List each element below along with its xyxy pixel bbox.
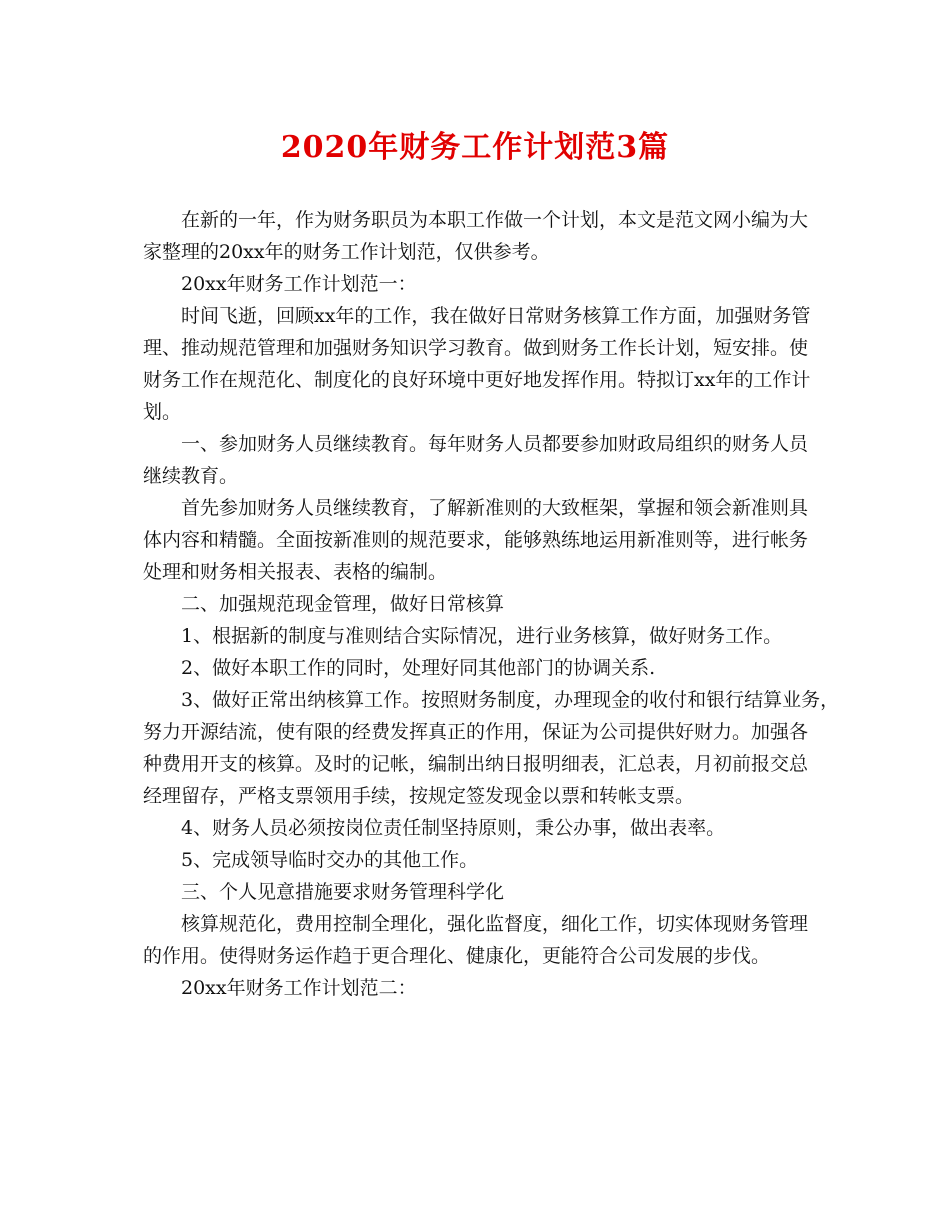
paragraph [143,204,808,268]
paragraph-line: 1、根据新的制度与准则结合实际情况，进行业务核算，做好财务工作。 [181,625,783,647]
document-body [143,204,840,1004]
paragraph-line: 二、加强规范现金管理，做好日常核算 [181,593,505,615]
paragraph [143,876,808,908]
paragraph-line: 首先参加财务人员继续教育，了解新准则的大致框架，掌握和领会新准则具 [181,497,809,519]
paragraph [143,620,808,652]
paragraph-line: 2、做好本职工作的同时，处理好同其他部门的协调关系. [181,657,656,679]
paragraph [143,268,808,300]
paragraph [143,972,808,1004]
paragraph-line: 划。 [143,401,182,423]
document-title: 2020年财务工作计划范3篇 [280,130,670,165]
paragraph [143,652,808,684]
paragraph [143,684,840,812]
paragraph-line: 3、做好正常出纳核算工作。按照财务制度，办理现金的收付和银行结算业务， [181,689,840,711]
paragraph-line: 4、财务人员必须按岗位责任制坚持原则，秉公办事，做出表率。 [181,817,726,839]
paragraph [143,300,811,428]
paragraph [143,588,808,620]
paragraph-line: 努力开源结流，使有限的经费发挥真正的作用，保证为公司提供好财力。加强各 [143,721,809,743]
paragraph-line: 处理和财务相关报表、表格的编制。 [143,561,448,583]
paragraph-line: 理、推动规范管理和加强财务知识学习教育。做到财务工作长计划，短安排。使 [143,337,809,359]
paragraph [143,908,808,972]
paragraph-line: 5、完成领导临时交办的其他工作。 [181,849,479,871]
paragraph-line: 财务工作在规范化、制度化的良好环境中更好地发挥作用。特拟订xx年的工作计 [143,369,811,391]
paragraph-line: 经理留存，严格支票领用手续，按规定签发现金以票和转帐支票。 [143,785,695,807]
paragraph-line: 在新的一年，作为财务职员为本职工作做一个计划，本文是范文网小编为大 [181,209,809,231]
paragraph-line: 20xx年财务工作计划范一： [181,273,417,295]
paragraph-line: 时间飞逝，回顾xx年的工作，我在做好日常财务核算工作方面，加强财务管 [181,305,811,327]
paragraph-line: 家整理的20xx年的财务工作计划范，仅供参考。 [143,241,550,263]
paragraph-line: 体内容和精髓。全面按新准则的规范要求，能够熟练地运用新准则等，进行帐务 [143,529,809,551]
paragraph [143,844,808,876]
paragraph-line: 20xx年财务工作计划范二： [181,977,417,999]
paragraph-line: 核算规范化，费用控制全理化，强化监督度，细化工作，切实体现财务管理 [181,913,809,935]
paragraph [143,492,808,588]
paragraph-line: 一、参加财务人员继续教育。每年财务人员都要参加财政局组织的财务人员 [181,433,809,455]
paragraph [143,812,808,844]
paragraph-line: 种费用开支的核算。及时的记帐，编制出纳日报明细表，汇总表，月初前报交总 [143,753,809,775]
paragraph-line: 三、个人见意措施要求财务管理科学化 [181,881,505,903]
paragraph [143,428,808,492]
paragraph-line: 的作用。使得财务运作趋于更合理化、健康化，更能符合公司发展的步伐。 [143,945,771,967]
paragraph-line: 继续教育。 [143,465,239,487]
